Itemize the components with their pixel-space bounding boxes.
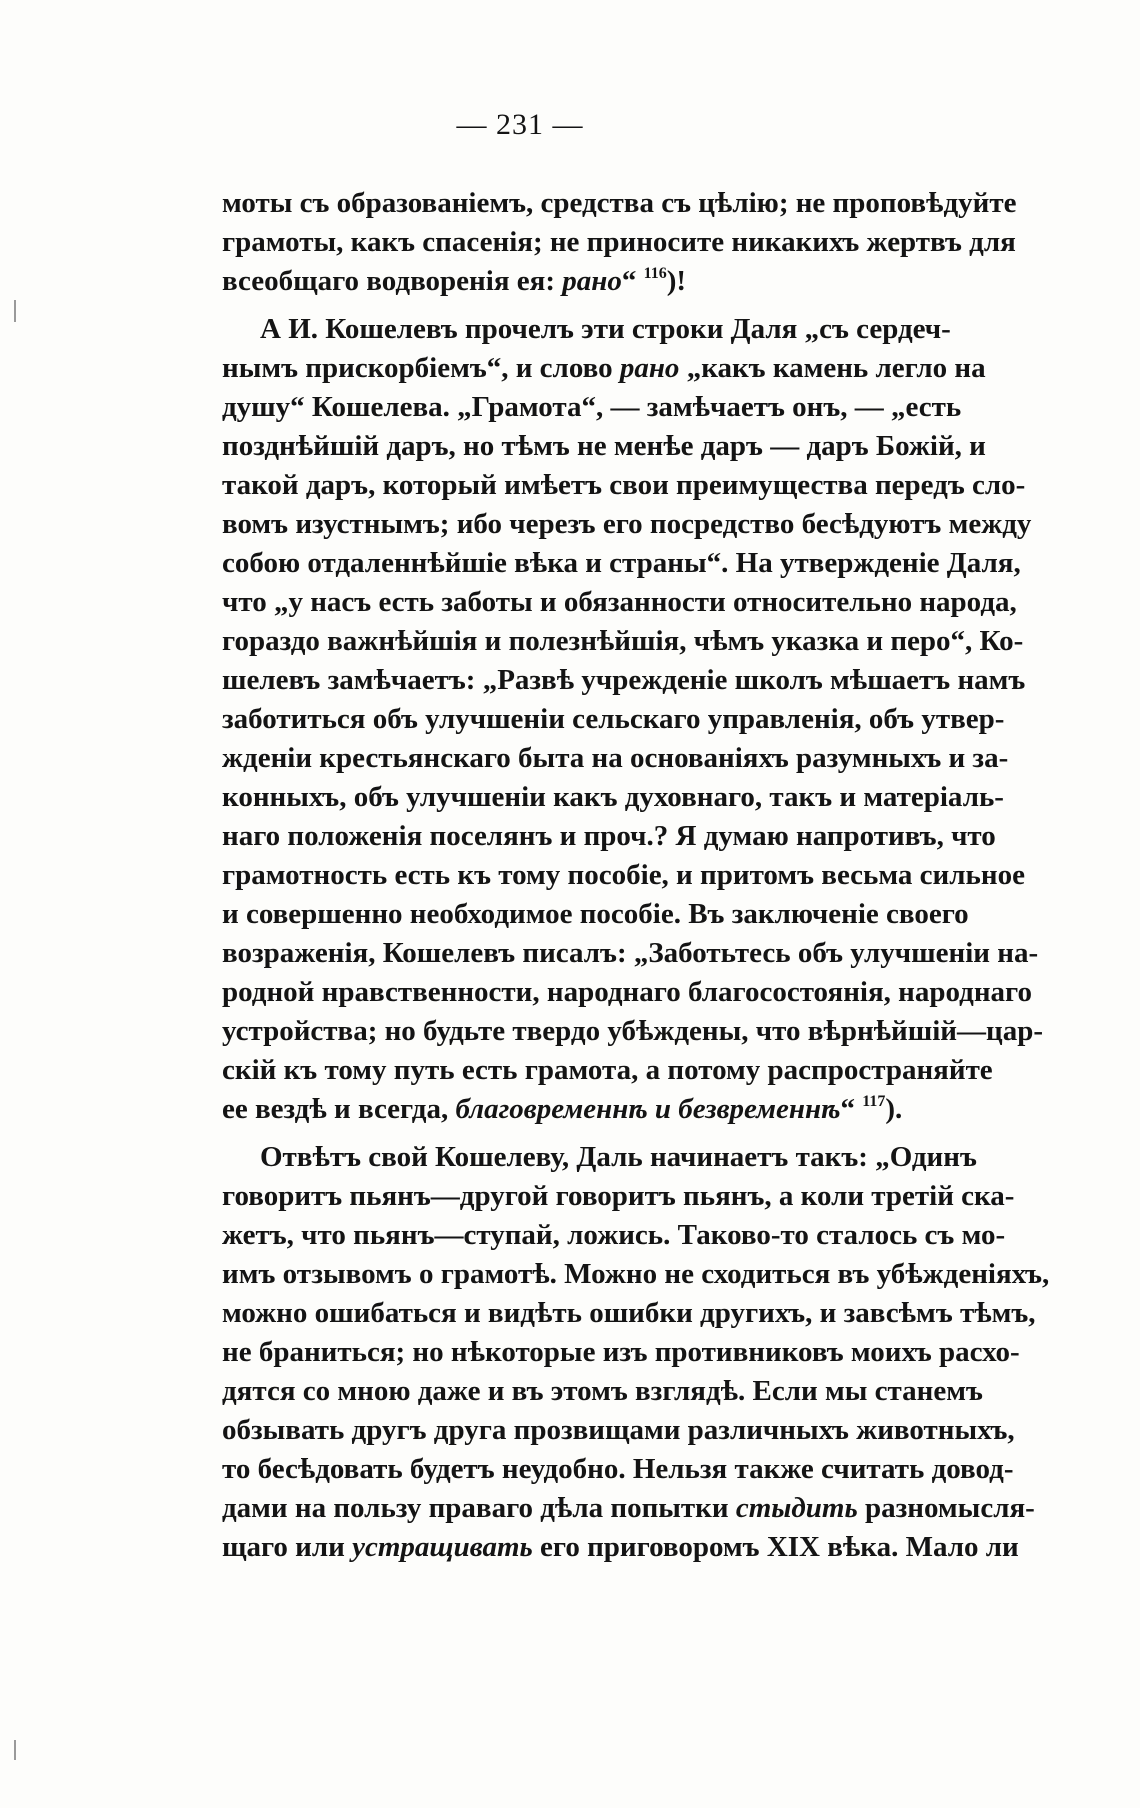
- text-line: [222, 973, 1032, 1012]
- text-segment: “: [840, 1093, 863, 1125]
- italic-text: благовременнѣ и безвременнѣ: [455, 1093, 841, 1125]
- text-segment: Отвѣтъ свой Кошелеву, Даль начинаетъ такъ: „Одинъ: [260, 1141, 977, 1173]
- paragraph-gap: [222, 1129, 934, 1138]
- text-segment: А И. Кошелевъ прочелъ эти строки Даля „съ сердеч-: [260, 313, 951, 345]
- scan-edge-mark: [14, 1740, 16, 1760]
- text-line: [222, 856, 1025, 895]
- italic-text: рано: [619, 352, 680, 384]
- text-segment: жденіи крестьянскаго быта на основаніяхъ разумныхъ и за-: [222, 742, 1009, 774]
- text-line: [222, 349, 986, 388]
- scan-edge-mark: [14, 300, 16, 322]
- text-line: [222, 1012, 1044, 1051]
- text-line: [222, 700, 1005, 739]
- text-segment: скій къ тому путь есть грамота, а потому распространяйте: [222, 1054, 993, 1086]
- text-segment: шелевъ замѣчаетъ: „Развѣ учрежденіе школъ мѣшаетъ намъ: [222, 664, 1026, 696]
- text-line: [222, 1177, 1015, 1216]
- text-segment: ).: [885, 1093, 903, 1125]
- text-line: [222, 223, 1016, 262]
- text-segment: не браниться; но нѣкоторые изъ противниковъ моихъ расхо-: [222, 1336, 1020, 1368]
- italic-text: рано: [562, 265, 622, 297]
- text-line: [222, 1090, 934, 1129]
- body-text: [222, 184, 1050, 1567]
- text-line: [222, 1372, 983, 1411]
- text-segment: гораздо важнѣйшія и полезнѣйшія, чѣмъ указка и перо“, Ко-: [222, 625, 1024, 657]
- text-line: [222, 505, 1032, 544]
- text-segment: и совершенно необходимое пособіе. Въ заключеніе своего: [222, 898, 969, 930]
- footnote-marker: 116: [643, 265, 667, 282]
- text-segment: устройства; но будьте твердо убѣждены, что вѣрнѣйшій—цар-: [222, 1015, 1044, 1047]
- text-segment: его приговоромъ XIX вѣка. Мало ли: [532, 1531, 1019, 1563]
- text-segment: наго положенія поселянъ и проч.? Я думаю напротивъ, что: [222, 820, 996, 852]
- italic-text: устращивать: [352, 1531, 533, 1563]
- page-number: — 231 —: [456, 108, 584, 141]
- text-segment: “: [621, 265, 644, 297]
- text-line: [222, 262, 934, 301]
- text-segment: родной нравственности, народнаго благосостоянія, народнаго: [222, 976, 1032, 1008]
- text-line: [222, 1450, 1014, 1489]
- text-segment: „какъ камень легло на: [679, 352, 986, 384]
- text-line: [222, 739, 1009, 778]
- text-segment: такой даръ, который имѣетъ свои преимущества передъ сло-: [222, 469, 1026, 501]
- text-segment: заботиться объ улучшеніи сельскаго управленія, объ утвер-: [222, 703, 1005, 735]
- text-segment: обзывать другъ друга прозвищами различныхъ животныхъ,: [222, 1414, 1015, 1446]
- text-segment: говоритъ пьянъ—другой говоритъ пьянъ, а коли третій ска-: [222, 1180, 1015, 1212]
- text-line: [222, 661, 1026, 700]
- text-line: [222, 1333, 1020, 1372]
- text-line: [222, 427, 986, 466]
- text-line: [222, 1294, 1036, 1333]
- text-segment: имъ отзывомъ о грамотѣ. Можно не сходиться въ убѣжденіяхъ,: [222, 1258, 1050, 1290]
- text-line: [222, 1138, 977, 1177]
- text-line: [222, 184, 1017, 223]
- text-segment: конныхъ, объ улучшеніи какъ духовнаго, такъ и матеріаль-: [222, 781, 1004, 813]
- text-line: [222, 622, 1024, 661]
- text-segment: возраженія, Кошелевъ писалъ: „Заботьтесь объ улучшеніи на-: [222, 937, 1039, 969]
- text-line: [222, 583, 1017, 622]
- text-line: [222, 1051, 993, 1090]
- text-segment: то бесѣдовать будетъ неудобно. Нельзя также считать довод-: [222, 1453, 1014, 1485]
- text-line: [222, 778, 1004, 817]
- text-line: [222, 1255, 1050, 1294]
- text-line: [222, 544, 1021, 583]
- text-segment: грамотность есть къ тому пособіе, и притомъ весьма сильное: [222, 859, 1025, 891]
- text-segment: щаго или: [222, 1531, 353, 1563]
- text-segment: можно ошибаться и видѣть ошибки другихъ, и завсѣмъ тѣмъ,: [222, 1297, 1036, 1329]
- text-segment: нымъ прискорбіемъ“, и слово: [222, 352, 620, 384]
- text-line: [222, 1411, 1015, 1450]
- text-segment: позднѣйшій даръ, но тѣмъ не менѣе даръ — даръ Божій, и: [222, 430, 986, 462]
- text-line: [222, 1489, 1035, 1528]
- text-segment: что „у насъ есть заботы и обязанности относительно народа,: [222, 586, 1017, 618]
- text-segment: грамоты, какъ спасенія; не приносите никакихъ жертвъ для: [222, 226, 1016, 258]
- text-segment: моты съ образованіемъ, средства съ цѣлію; не проповѣдуйте: [222, 187, 1017, 219]
- text-segment: собою отдаленнѣйшіе вѣка и страны“. На утвержденіе Даля,: [222, 547, 1021, 579]
- footnote-marker: 117: [862, 1093, 886, 1110]
- text-line: [222, 1216, 1006, 1255]
- text-line: [222, 1528, 1019, 1567]
- text-segment: )!: [666, 265, 687, 297]
- text-line: [222, 817, 996, 856]
- text-line: [222, 466, 1026, 505]
- text-segment: дятся со мною даже и въ этомъ взглядѣ. Если мы станемъ: [222, 1375, 983, 1407]
- text-segment: дами на пользу праваго дѣла попытки: [222, 1492, 736, 1524]
- text-line: [222, 934, 1039, 973]
- text-segment: вомъ изустнымъ; ибо черезъ его посредство бесѣдуютъ между: [222, 508, 1032, 540]
- italic-text: стыдить: [735, 1492, 858, 1524]
- text-line: [222, 895, 969, 934]
- text-line: [222, 388, 962, 427]
- text-segment: жетъ, что пьянъ—ступай, ложись. Таково-то сталось съ мо-: [222, 1219, 1006, 1251]
- text-segment: разномысля-: [857, 1492, 1035, 1524]
- text-segment: душу“ Кошелева. „Грамота“, — замѣчаетъ онъ, — „есть: [222, 391, 962, 423]
- paragraph-gap: [222, 301, 934, 310]
- text-segment: всеобщаго водворенія ея:: [222, 265, 563, 297]
- text-segment: ее вездѣ и всегда,: [222, 1093, 456, 1125]
- text-line: [222, 310, 951, 349]
